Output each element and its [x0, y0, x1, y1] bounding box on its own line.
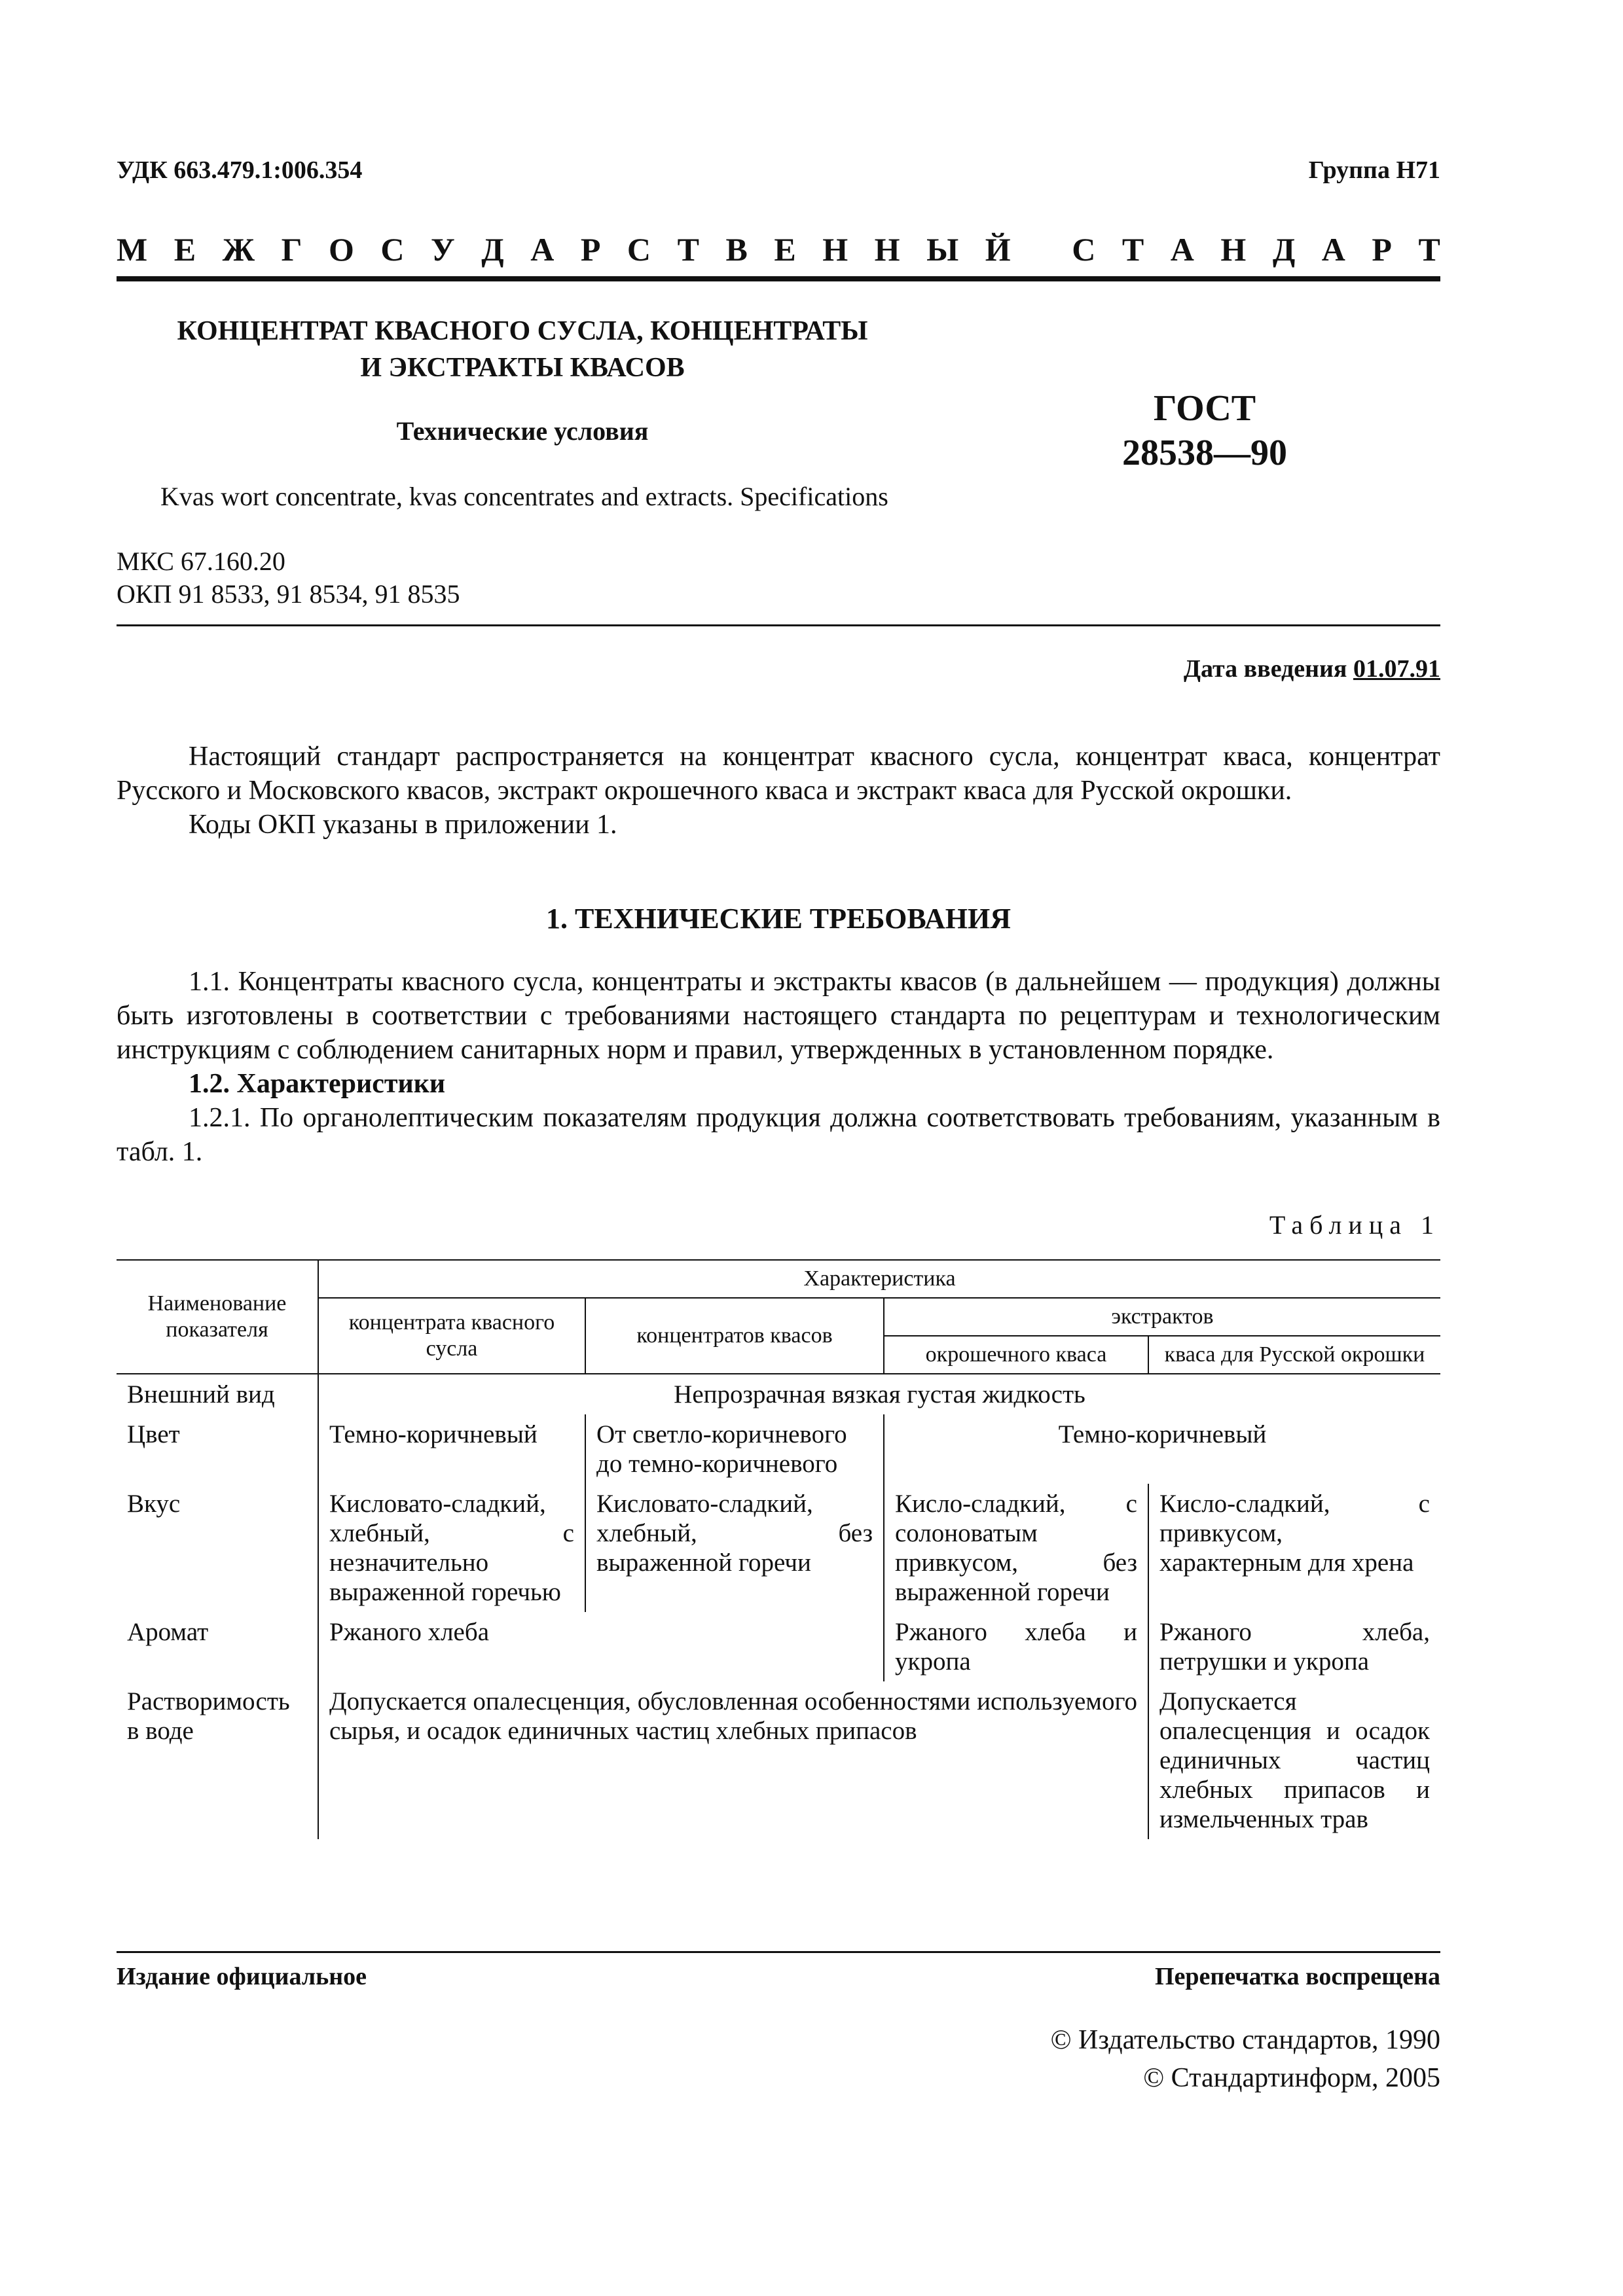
interstate-letter — [1037, 230, 1046, 268]
interstate-letter: Д — [481, 231, 504, 268]
section-rule — [117, 624, 1440, 626]
appearance-value: Непрозрачная вязкая густая жидкость — [318, 1374, 1440, 1414]
interstate-letter: Н — [1220, 231, 1247, 268]
table-row — [117, 1681, 1440, 1839]
section-heading: 1. ТЕХНИЧЕСКИЕ ТРЕБОВАНИЯ — [546, 903, 1011, 935]
row-name: Внешний вид — [127, 1380, 275, 1408]
interstate-letter: Т — [677, 231, 699, 268]
interstate-letter: Ы — [926, 231, 959, 268]
interstate-letter: А — [1170, 231, 1194, 268]
table-header-row — [117, 1260, 1440, 1298]
interstate-letter: Е — [173, 231, 196, 268]
row-name: Вкус — [127, 1490, 181, 1518]
copyright-block — [1051, 2021, 1440, 2097]
aroma-russian-okroshka-kvas: Ржаного хлеба, петрушки и укропа — [1148, 1612, 1440, 1681]
interstate-standard-heading — [117, 230, 1440, 268]
row-name: Аромат — [127, 1618, 209, 1646]
gost-designation — [1048, 386, 1362, 475]
udk-code: УДК 663.479.1:006.354 — [117, 156, 363, 184]
paragraph-1-2-1: 1.2.1. По органолептическим показателям продукция должна соответствовать требованиям, указанным в табл. 1. — [117, 1103, 1440, 1167]
header-kvas-concentrates: концентратов квасов — [585, 1298, 884, 1374]
header-extracts: экстрактов — [884, 1298, 1440, 1336]
footer-rule — [117, 1951, 1440, 1953]
official-edition: Издание официальное — [117, 1963, 367, 1990]
color-wort-concentrate: Темно-коричневый — [318, 1414, 585, 1484]
interstate-letter: А — [1321, 231, 1345, 268]
paragraph-1-1: 1.1. Концентраты квасного сусла, концентраты и экстракты квасов (в дальнейшем — продукция) должны быть изготовлены в соответствии с требованиями настоящего стандарта по рецептурам и технологическим инструкциям с соблюдением санитарных норм и правил, утвержденных в установленном порядке. — [117, 967, 1440, 1065]
group-code: Группа Н71 — [1308, 156, 1440, 184]
gost-label: ГОСТ — [1153, 388, 1256, 429]
color-kvas-concentrates: От светло-коричневого до темно-коричневого — [585, 1414, 884, 1484]
organoleptic-table — [117, 1259, 1440, 1839]
gost-number: 28538—90 — [1122, 433, 1287, 473]
interstate-letter: Е — [774, 231, 796, 268]
aroma-concentrates: Ржаного хлеба — [318, 1612, 884, 1681]
paragraph-1-2: 1.2. Характеристики — [189, 1069, 446, 1099]
interstate-letter: С — [380, 231, 405, 268]
mks-code: МКС 67.160.20 — [117, 547, 285, 576]
interstate-letter: С — [627, 231, 651, 268]
interstate-letter: У — [431, 231, 455, 268]
interstate-letter: В — [725, 231, 748, 268]
english-title: Kvas wort concentrate, kvas concentrates and extracts. Specifications — [160, 482, 888, 511]
intro-date-value: 01.07.91 — [1353, 655, 1440, 683]
requirements-text — [117, 965, 1440, 1169]
interstate-letter: Д — [1272, 231, 1296, 268]
interstate-letter: Н — [822, 231, 848, 268]
copyright-2005: © Стандартинформ, 2005 — [1143, 2063, 1440, 2093]
table-row — [117, 1414, 1440, 1484]
reprint-prohibited: Перепечатка воспрещена — [1154, 1963, 1440, 1990]
title-line-2: И ЭКСТРАКТЫ КВАСОВ — [360, 353, 685, 383]
interstate-letter: Г — [281, 231, 302, 268]
heading-rule — [117, 276, 1440, 281]
header-wort-concentrate: концентрата квасного сусла — [318, 1298, 585, 1374]
okp-code: ОКП 91 8533, 91 8534, 91 8535 — [117, 579, 460, 609]
table-row — [117, 1374, 1440, 1414]
interstate-letter: Р — [1372, 231, 1392, 268]
table-row — [117, 1484, 1440, 1612]
header-characteristic: Характеристика — [318, 1260, 1440, 1298]
interstate-letter: Й — [985, 231, 1011, 268]
copyright-1990: © Издательство стандартов, 1990 — [1050, 2025, 1440, 2055]
taste-okroshka-kvas: Кисло-сладкий, с солоноватым привкусом, без выраженной горечи — [884, 1484, 1148, 1612]
interstate-letter: О — [328, 231, 354, 268]
document-subtitle: Технические условия — [396, 416, 649, 446]
aroma-okroshka-kvas: Ржаного хлеба и укропа — [884, 1612, 1148, 1681]
table-row — [117, 1612, 1440, 1681]
interstate-letter: Р — [580, 231, 601, 268]
interstate-letter: Ж — [222, 231, 255, 268]
interstate-letter: Т — [1122, 231, 1144, 268]
interstate-letter: А — [530, 231, 555, 268]
header-russian-okroshka-kvas: кваса для Русской окрошки — [1148, 1336, 1440, 1374]
solubility-main: Допускается опалесценция, обусловленная особенностями используемого сырья, и осадок единичных частиц хлебных припасов — [318, 1681, 1148, 1839]
scope-paragraph: Настоящий стандарт распространяется на концентрат квасного сусла, концентрат кваса, концентрат Русского и Московского квасов, экстракт окрошечного кваса и экстракт кваса для Русской окрошки. — [117, 742, 1440, 806]
interstate-letter: М — [117, 231, 148, 268]
title-line-1: КОНЦЕНТРАТ КВАСНОГО СУСЛА, КОНЦЕНТРАТЫ — [177, 316, 868, 346]
classification-codes — [117, 545, 460, 611]
intro-date-label: Дата введения — [1183, 655, 1347, 683]
color-extracts: Темно-коричневый — [884, 1414, 1440, 1484]
intro-text — [117, 740, 1440, 842]
introduction-date — [1184, 655, 1440, 683]
interstate-letter: Т — [1418, 231, 1440, 268]
taste-kvas-concentrates: Кисловато-сладкий, хлебный, без выраженной горечи — [585, 1484, 884, 1612]
taste-wort-concentrate: Кисловато-сладкий, хлебный, с незначительно выраженной горечью — [318, 1484, 585, 1612]
interstate-letter: Н — [874, 231, 900, 268]
row-name: Цвет — [127, 1420, 180, 1448]
okp-paragraph: Коды ОКП указаны в приложении 1. — [189, 810, 617, 840]
row-name: Растворимость в воде — [127, 1687, 290, 1745]
table-caption: Таблица 1 — [1269, 1210, 1440, 1240]
header-indicator-name: Наименование показателя — [117, 1260, 318, 1374]
taste-russian-okroshka-kvas: Кисло-сладкий, с привкусом, характерным для хрена — [1148, 1484, 1440, 1612]
document-title — [117, 313, 928, 386]
solubility-russian-okroshka-kvas: Допускается опалесценция и осадок единичных частиц хлебных припасов и измельченных трав — [1148, 1681, 1440, 1839]
header-okroshka-kvas: окрошечного кваса — [884, 1336, 1148, 1374]
interstate-letter: С — [1072, 231, 1096, 268]
